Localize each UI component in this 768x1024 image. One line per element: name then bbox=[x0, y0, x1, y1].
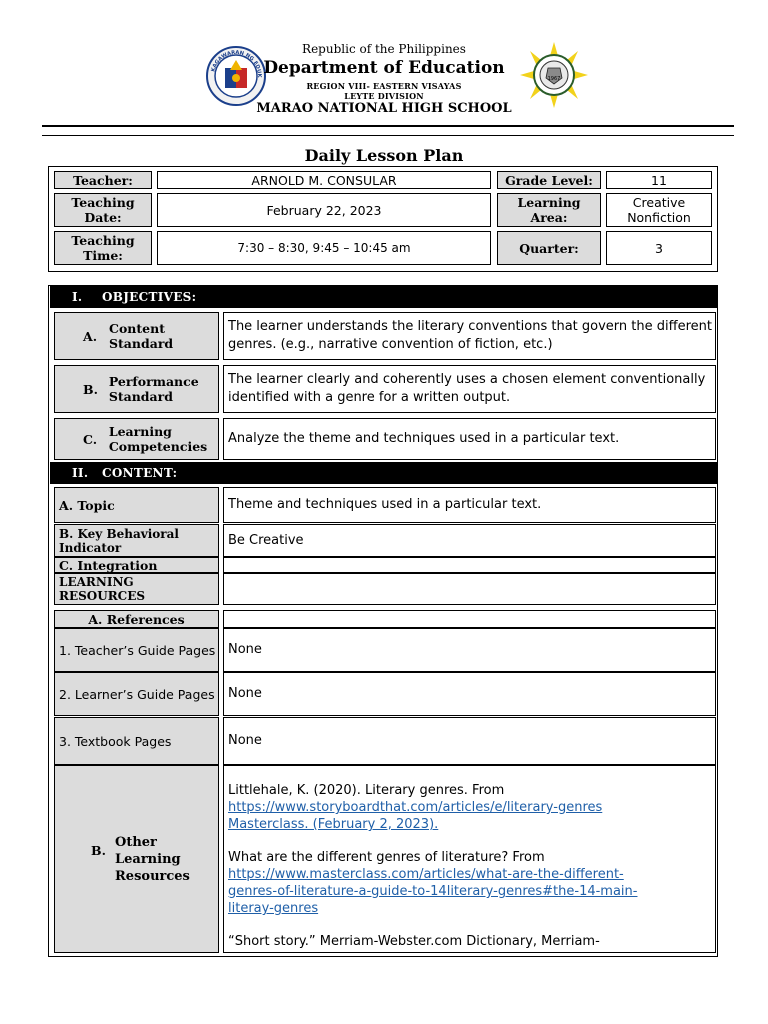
competencies-text: Learning Competencies bbox=[108, 424, 208, 454]
quarter-label: Quarter: bbox=[497, 231, 601, 265]
date-value: February 22, 2023 bbox=[157, 193, 491, 227]
integration-label: C. Integration bbox=[54, 557, 219, 573]
content-standard-letter: A. bbox=[83, 328, 98, 344]
topic-label: A. Topic bbox=[54, 487, 219, 523]
textbook-value: None bbox=[223, 717, 716, 765]
objectives-header bbox=[50, 286, 718, 308]
reference-1-link[interactable]: https://www.storyboardthat.com/articles/e/literary-genres bbox=[228, 800, 603, 815]
kbi-label: B. Key Behavioral Indicator bbox=[54, 524, 219, 557]
seal-year: 1967 bbox=[547, 76, 561, 82]
reference-1 bbox=[228, 782, 713, 833]
objectives-num: I. bbox=[72, 290, 83, 304]
republic-line: Republic of the Philippines bbox=[302, 42, 466, 56]
reference-1-text: Littlehale, K. (2020). Literary genres. From bbox=[228, 783, 505, 798]
other-resources-letter: B. bbox=[91, 842, 106, 858]
date-label: Teaching Date: bbox=[54, 193, 152, 227]
time-label: Teaching Time: bbox=[54, 231, 152, 265]
header-rule-thin bbox=[42, 135, 734, 136]
teacher-label: Teacher: bbox=[54, 171, 152, 189]
region-line: REGION VIII- EASTERN VISAYAS bbox=[306, 81, 462, 91]
performance-standard-text: Performance Standard bbox=[108, 374, 199, 404]
kbi-value: Be Creative bbox=[223, 524, 716, 557]
content-standard-label bbox=[54, 312, 219, 360]
quarter-value: 3 bbox=[606, 231, 712, 265]
objectives-heading: OBJECTIVES: bbox=[102, 290, 197, 304]
reference-2-text: What are the different genres of literature? From bbox=[228, 850, 545, 865]
time-value: 7:30 – 8:30, 9:45 – 10:45 am bbox=[157, 231, 491, 265]
seal-text: KAGAWARAN NG EDUK bbox=[210, 49, 263, 78]
reference-3 bbox=[228, 933, 713, 950]
school-name: MARAO NATIONAL HIGH SCHOOL bbox=[256, 101, 512, 116]
performance-standard-letter: B. bbox=[83, 381, 98, 397]
learning-resources-label: LEARNING RESOURCES bbox=[54, 573, 219, 605]
area-value: Creative Nonfiction bbox=[606, 193, 712, 227]
content-standard-value: The learner understands the literary conventions that govern the different genres. (e.g., narrative convention of fiction, etc.) bbox=[223, 312, 716, 360]
content-standard-text: Content Standard bbox=[109, 321, 174, 351]
area-label: Learning Area: bbox=[497, 193, 601, 227]
reference-2-link-a[interactable]: https://www.masterclass.com/articles/what-are-the-different- bbox=[228, 867, 624, 882]
performance-standard-label bbox=[54, 365, 219, 413]
content-header bbox=[50, 462, 718, 484]
references-heading: A. References bbox=[54, 610, 219, 628]
reference-2-link-b[interactable]: genres-of-literature-a-guide-to-14literary-genres#the-14-main- bbox=[228, 884, 638, 899]
performance-standard-value: The learner clearly and coherently uses a chosen element conventionally identified with a genre for a written output. bbox=[223, 365, 716, 413]
teachers-guide-label: 1. Teacher’s Guide Pages bbox=[54, 628, 219, 672]
header-rule-thick bbox=[42, 125, 734, 127]
topic-value: Theme and techniques used in a particular text. bbox=[223, 487, 716, 523]
learners-guide-value: None bbox=[223, 672, 716, 716]
reference-2 bbox=[228, 849, 713, 917]
reference-1-link-2[interactable]: Masterclass. (February 2, 2023). bbox=[228, 817, 439, 832]
division-line: LEYTE DIVISION bbox=[344, 91, 424, 101]
page-title: Daily Lesson Plan bbox=[304, 146, 464, 165]
competencies-letter: C. bbox=[83, 431, 98, 447]
references-heading-value bbox=[223, 610, 716, 628]
reference-2-link-c[interactable]: literay-genres bbox=[228, 901, 319, 916]
competencies-value: Analyze the theme and techniques used in a particular text. bbox=[223, 418, 716, 460]
teachers-guide-value: None bbox=[223, 628, 716, 672]
reference-3-text: “Short story.” Merriam-Webster.com Dictionary, Merriam- bbox=[228, 934, 600, 949]
teacher-value: ARNOLD M. CONSULAR bbox=[157, 171, 491, 189]
grade-label: Grade Level: bbox=[497, 171, 601, 189]
content-num: II. bbox=[72, 466, 89, 480]
learning-resources-value bbox=[223, 573, 716, 605]
content-heading: CONTENT: bbox=[102, 466, 178, 480]
learners-guide-label: 2. Learner’s Guide Pages bbox=[54, 672, 219, 716]
other-resources-label bbox=[54, 765, 219, 953]
competencies-label bbox=[54, 418, 219, 460]
other-resources-text: Other Learning Resources bbox=[115, 834, 190, 884]
integration-value bbox=[223, 557, 716, 573]
textbook-label: 3. Textbook Pages bbox=[54, 717, 219, 765]
department-name: Department of Education bbox=[263, 58, 505, 78]
grade-value: 11 bbox=[606, 171, 712, 189]
